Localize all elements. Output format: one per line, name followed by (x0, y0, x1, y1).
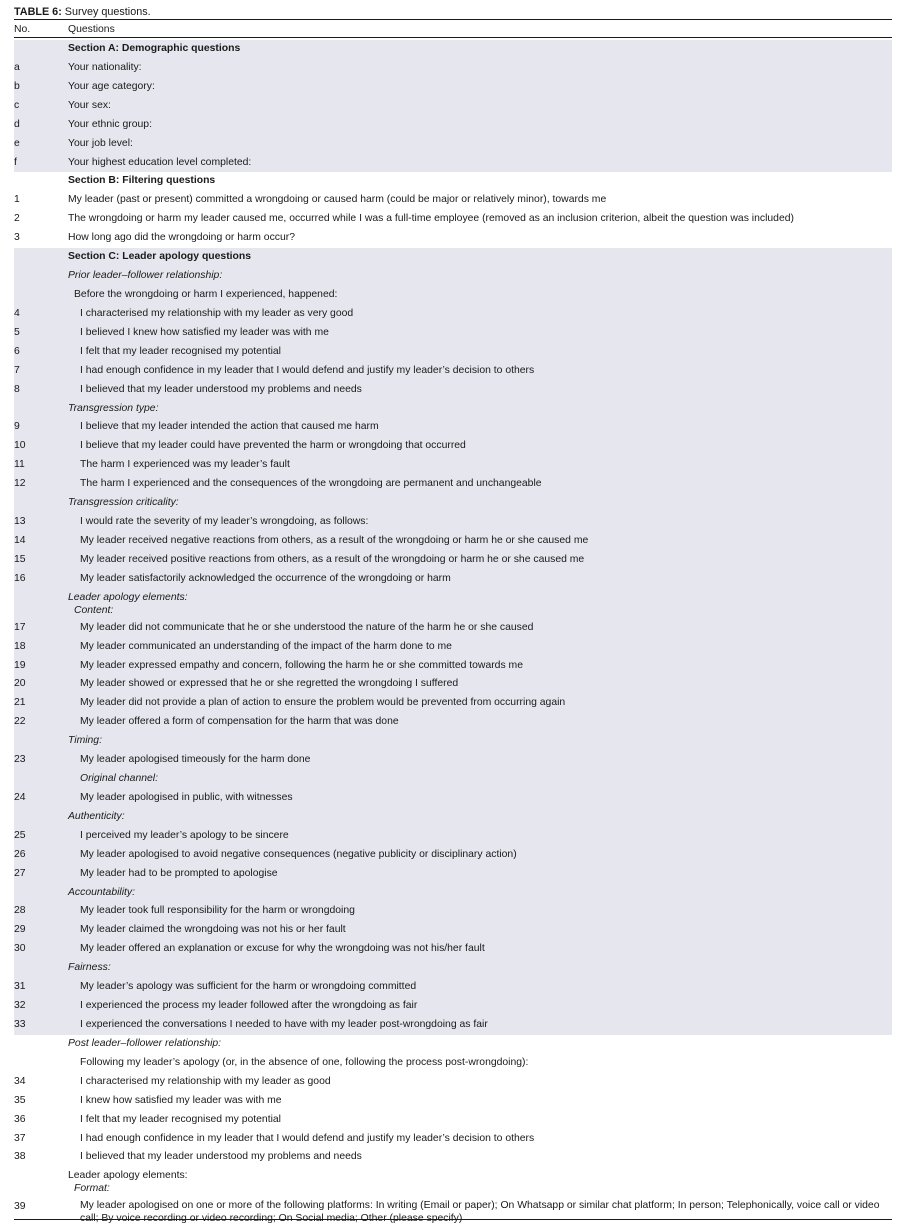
header-no: No. (14, 24, 31, 35)
question-text: I felt that my leader recognised my potential (80, 1113, 281, 1125)
question-text: I believed that my leader understood my problems and needs (80, 1151, 362, 1163)
table-row (14, 589, 892, 608)
table-row (14, 475, 892, 494)
table-row (14, 191, 892, 210)
table-row (14, 210, 892, 229)
row-number: 36 (14, 1113, 26, 1125)
question-text: My leader satisfactorily acknowledged the occurrence of the wrongdoing or harm (80, 572, 451, 584)
row-number: 2 (14, 213, 20, 225)
table-row (14, 513, 892, 532)
question-text: My leader offered an explanation or excuse for why the wrongdoing was not his/her fault (80, 943, 485, 955)
table-row (14, 1197, 892, 1225)
subsection-heading: Leader apology elements: (68, 591, 188, 603)
row-number: 21 (14, 697, 26, 709)
table-row (14, 116, 892, 135)
question-text: Your nationality: (68, 61, 142, 73)
section-heading: Section C: Leader apology questions (68, 251, 252, 263)
question-text: I perceived my leader’s apology to be sincere (80, 829, 289, 841)
row-number: 34 (14, 1075, 26, 1087)
subsection-heading: Fairness: (68, 962, 111, 974)
question-text: My leader apologised on one or more of the following platforms: In writing (Email or paper); On Whatsapp or similar chat platform; In person; Telephonically, voice call or video (80, 1200, 880, 1212)
row-number: 7 (14, 364, 20, 376)
section-heading: Section B: Filtering questions (68, 175, 216, 187)
table-row (14, 172, 892, 191)
table-row (14, 604, 892, 619)
row-number: 11 (14, 459, 25, 471)
table-row (14, 1111, 892, 1130)
table-row (14, 532, 892, 551)
row-number: 10 (14, 440, 26, 452)
row-number: f (14, 156, 17, 168)
table-row (14, 789, 892, 808)
question-text: Your highest education level completed: (68, 156, 252, 168)
table-row (14, 1035, 892, 1054)
question-text: I would rate the severity of my leader’s wrongdoing, as follows: (80, 516, 369, 528)
question-text: My leader received positive reactions from others, as a result of the wrongdoing or harm he or she caused me (80, 553, 585, 565)
row-number: 20 (14, 678, 26, 690)
question-text: Leader apology elements: (68, 1170, 188, 1182)
row-number: 24 (14, 791, 26, 803)
row-number: 3 (14, 232, 20, 244)
question-text: How long ago did the wrongdoing or harm occur? (68, 232, 295, 244)
table-row (14, 619, 892, 638)
table-row (14, 1054, 892, 1073)
subsection-heading: Prior leader–follower relationship: (68, 270, 223, 282)
table-row (14, 78, 892, 97)
table-row (14, 400, 892, 419)
table-row (14, 418, 892, 437)
row-number: 35 (14, 1094, 26, 1106)
question-text: I knew how satisfied my leader was with me (80, 1094, 282, 1106)
table-row (14, 456, 892, 475)
subsection-heading: Format: (74, 1183, 110, 1195)
question-text: My leader claimed the wrongdoing was not his or her fault (80, 924, 346, 936)
header-questions: Questions (68, 24, 115, 35)
table-label: TABLE 6: (14, 6, 62, 18)
row-number: 6 (14, 345, 20, 357)
question-text: The harm I experienced and the consequences of the wrongdoing are permanent and unchangeable (80, 478, 542, 490)
table-row (14, 229, 892, 248)
table-caption (14, 5, 892, 19)
table-row (14, 694, 892, 713)
table-row (14, 827, 892, 846)
table-row (14, 865, 892, 884)
table-row (14, 940, 892, 959)
question-text: I experienced the process my leader followed after the wrongdoing as fair (80, 1000, 418, 1012)
table-row (14, 324, 892, 343)
section-heading: Section A: Demographic questions (68, 43, 241, 54)
question-text: My leader did not provide a plan of action to ensure the problem would be prevented from occurring again (80, 697, 566, 709)
row-number: b (14, 80, 20, 92)
table-row (14, 1130, 892, 1149)
table-row (14, 808, 892, 827)
table-row (14, 751, 892, 770)
question-text: I experienced the conversations I needed to have with my leader post-wrongdoing as fair (80, 1019, 488, 1031)
question-text: I felt that my leader recognised my potential (80, 345, 281, 357)
question-text: My leader’s apology was sufficient for the harm or wrongdoing committed (80, 981, 417, 993)
question-text: Your ethnic group: (68, 118, 152, 130)
table-row (14, 551, 892, 570)
table-row (14, 40, 892, 59)
table-row (14, 362, 892, 381)
question-text: I believed that my leader understood my problems and needs (80, 383, 362, 395)
table-row (14, 675, 892, 694)
table-row (14, 437, 892, 456)
row-number: 12 (14, 478, 26, 490)
row-number: a (14, 61, 20, 73)
question-text: My leader had to be prompted to apologise (80, 867, 278, 879)
row-number: 23 (14, 754, 26, 766)
question-text: I characterised my relationship with my leader as good (80, 1075, 331, 1087)
row-number: 33 (14, 1019, 26, 1031)
table-row (14, 1167, 892, 1186)
table-title: Survey questions. (64, 6, 151, 18)
question-text: The wrongdoing or harm my leader caused me, occurred while I was a full-time employee (removed as an inclusion criterion, albeit the question was included) (68, 213, 794, 225)
subsection-heading: Timing: (68, 735, 102, 747)
table-row (14, 1016, 892, 1035)
row-number: 4 (14, 307, 20, 319)
row-number: 14 (14, 534, 26, 546)
table-row (14, 1073, 892, 1092)
row-number: 25 (14, 829, 26, 841)
table-row (14, 248, 892, 267)
row-number: 22 (14, 716, 26, 728)
row-number: e (14, 137, 20, 149)
table-row (14, 846, 892, 865)
row-number: 38 (14, 1151, 26, 1163)
row-number: 30 (14, 943, 26, 955)
row-number: 9 (14, 421, 20, 433)
row-number: 16 (14, 572, 26, 584)
row-number: 26 (14, 848, 26, 860)
table-row (14, 494, 892, 513)
question-text: I characterised my relationship with my leader as very good (80, 307, 354, 319)
table-row (14, 1183, 892, 1197)
row-number: c (14, 99, 20, 111)
row-number: d (14, 118, 20, 130)
table-row (14, 97, 892, 116)
question-text: My leader apologised timeously for the harm done (80, 754, 311, 766)
top-rule (14, 19, 892, 20)
question-text: Before the wrongdoing or harm I experienced, happened: (74, 288, 338, 300)
bottom-rule (14, 1219, 892, 1220)
row-number: 17 (14, 621, 26, 633)
table-row (14, 657, 892, 676)
question-text: The harm I experienced was my leader’s fault (80, 459, 290, 471)
table-row (14, 713, 892, 732)
table-row (14, 921, 892, 940)
subsection-heading: Transgression criticality: (68, 497, 179, 509)
row-number: 29 (14, 924, 26, 936)
table-row (14, 770, 892, 789)
table-body (14, 40, 892, 1225)
table-row (14, 154, 892, 173)
table-row (14, 902, 892, 921)
question-text: I believe that my leader could have prevented the harm or wrongdoing that occurred (80, 440, 466, 452)
row-number: 31 (14, 981, 26, 993)
question-text: I believed I knew how satisfied my leader was with me (80, 326, 329, 338)
question-text: I had enough confidence in my leader that I would defend and justify my leader’s decision to others (80, 1132, 535, 1144)
row-number: 32 (14, 1000, 26, 1012)
table-row (14, 1148, 892, 1167)
table-row (14, 286, 892, 305)
table-row (14, 959, 892, 978)
table-row (14, 570, 892, 589)
table-row (14, 997, 892, 1016)
table-row (14, 381, 892, 400)
question-text: Your sex: (68, 99, 111, 111)
subsection-heading: Original channel: (80, 773, 158, 785)
question-text: My leader showed or expressed that he or she regretted the wrongdoing I suffered (80, 678, 459, 690)
row-number: 1 (14, 194, 20, 206)
row-number: 18 (14, 640, 26, 652)
table-row (14, 1092, 892, 1111)
question-text: My leader expressed empathy and concern, following the harm he or she committed towards me (80, 659, 523, 671)
table-row (14, 135, 892, 154)
question-text: My leader communicated an understanding of the impact of the harm done to me (80, 640, 452, 652)
subsection-heading: Accountability: (68, 886, 135, 898)
row-number: 37 (14, 1132, 26, 1144)
question-text: My leader apologised to avoid negative consequences (negative publicity or disciplinary action) (80, 848, 517, 860)
table-row (14, 978, 892, 997)
table-row (14, 59, 892, 78)
question-text: My leader apologised in public, with witnesses (80, 791, 293, 803)
question-text: My leader (past or present) committed a wrongdoing or caused harm (could be major or relatively minor), towards me (68, 194, 607, 206)
row-number: 28 (14, 905, 26, 917)
table-row (14, 638, 892, 657)
row-number: 5 (14, 326, 20, 338)
question-text: My leader received negative reactions from others, as a result of the wrongdoing or harm he or she caused me (80, 534, 589, 546)
header-rule (14, 37, 892, 38)
question-text: Your age category: (68, 80, 155, 92)
row-number: 8 (14, 383, 20, 395)
table-row (14, 732, 892, 751)
question-text: My leader offered a form of compensation for the harm that was done (80, 716, 399, 728)
subsection-heading: Content: (74, 604, 114, 616)
question-text: I believe that my leader intended the action that caused me harm (80, 421, 379, 433)
row-number: 13 (14, 516, 26, 528)
table-row (14, 343, 892, 362)
subsection-heading: Authenticity: (68, 810, 125, 822)
question-text: My leader took full responsibility for the harm or wrongdoing (80, 905, 355, 917)
row-number: 39 (14, 1201, 26, 1213)
question-text: My leader did not communicate that he or she understood the nature of the harm he or she caused (80, 621, 534, 633)
table-row (14, 305, 892, 324)
subsection-heading: Post leader–follower relationship: (68, 1037, 222, 1049)
question-text: Following my leader’s apology (or, in the absence of one, following the process post-wrongdoing): (80, 1056, 529, 1068)
row-number: 15 (14, 553, 26, 565)
question-text: Your job level: (68, 137, 133, 149)
subsection-heading: Transgression type: (68, 402, 159, 414)
question-text: I had enough confidence in my leader that I would defend and justify my leader’s decision to others (80, 364, 535, 376)
row-number: 19 (14, 659, 26, 671)
table-row (14, 884, 892, 903)
row-number: 27 (14, 867, 26, 879)
table-row (14, 267, 892, 286)
